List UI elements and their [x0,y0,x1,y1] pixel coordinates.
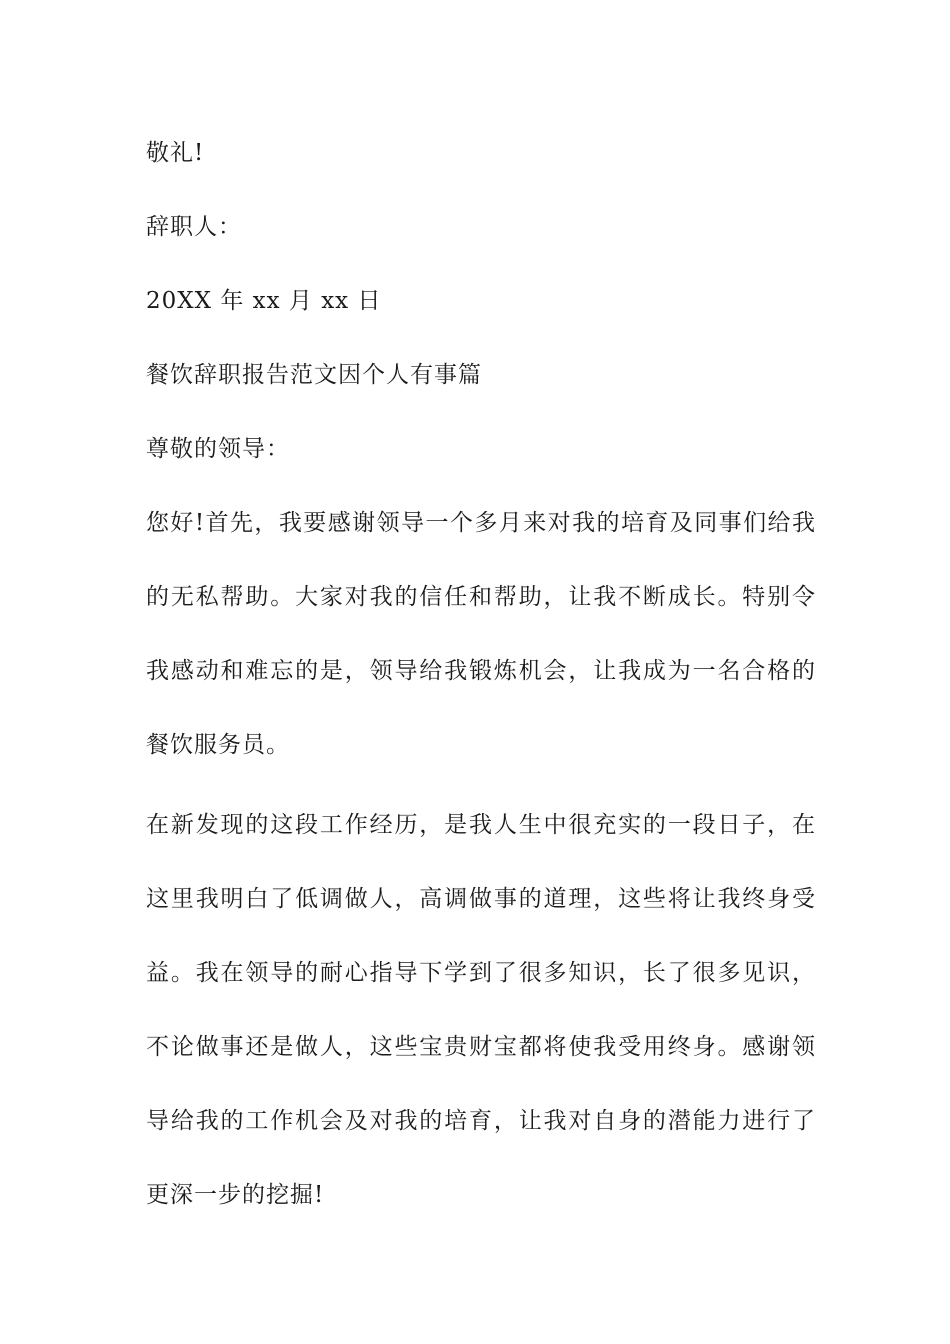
section-title: 餐饮辞职报告范文因个人有事篇 [146,362,482,388]
paragraph-2-line-3: 益。我在领导的耐心指导下学到了很多知识，长了很多见识， [146,960,816,986]
paragraph-2-line-5: 导给我的工作机会及对我的培育，让我对自身的潜能力进行了 [146,1108,816,1134]
paragraph-1-line-4: 餐饮服务员。 [146,732,290,758]
date-line: 20XX 年 xx 月 xx 日 [146,288,382,314]
paragraph-1-line-2: 的无私帮助。大家对我的信任和帮助，让我不断成长。特别令 [146,584,816,610]
paragraph-2-line-1: 在新发现的这段工作经历，是我人生中很充实的一段日子，在 [146,812,816,838]
signer-label: 辞职人： [146,214,242,240]
paragraph-2-line-2: 这里我明白了低调做人，高调做事的道理，这些将让我终身受 [146,886,816,912]
paragraph-1-line-1: 您好!首先，我要感谢领导一个多月来对我的培育及同事们给我 [146,510,816,536]
salutation: 尊敬的领导： [146,436,290,462]
paragraph-1-line-3: 我感动和难忘的是，领导给我锻炼机会，让我成为一名合格的 [146,658,816,684]
paragraph-2-line-4: 不论做事还是做人，这些宝贵财宝都将使我受用终身。感谢领 [146,1034,816,1060]
closing-line: 敬礼! [146,140,205,166]
paragraph-2-line-6: 更深一步的挖掘! [146,1182,325,1208]
